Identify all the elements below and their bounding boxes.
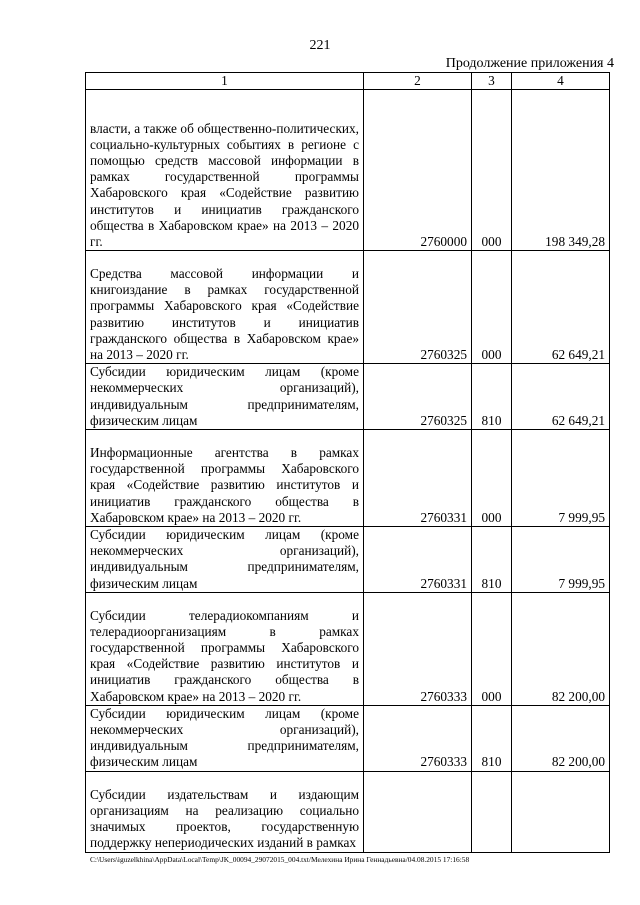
header-col-3: 3: [472, 73, 512, 90]
row-amount: 7 999,95: [512, 430, 610, 527]
row-type: 810: [472, 705, 512, 771]
row-name: Информационные агентства в рамках государственной программы Хабаровского края «Содействие развитию институтов и инициатив гражданского общества в Хабаровском крае» на 2013 – 2020 гг.: [86, 430, 364, 527]
row-amount: 82 200,00: [512, 705, 610, 771]
table-row: [86, 705, 610, 771]
row-code: 2760325: [364, 251, 472, 364]
row-name: Средства массовой информации и книгоиздание в рамках государственной программы Хабаровского края «Содействие развитию институтов и инициатив гражданского общества в Хабаровском крае» на 2013 – 2020 гг.: [86, 251, 364, 364]
row-code: 2760331: [364, 430, 472, 527]
row-code: 2760325: [364, 364, 472, 430]
row-type: 000: [472, 90, 512, 251]
header-col-2: 2: [364, 73, 472, 90]
row-amount: 62 649,21: [512, 251, 610, 364]
row-code: 2760000: [364, 90, 472, 251]
row-code: [364, 771, 472, 852]
row-name: Субсидии юридическим лицам (кроме некоммерческих организаций), индивидуальным предпринимателям, физическим лицам: [86, 527, 364, 593]
row-type: 000: [472, 592, 512, 705]
table-row: [86, 251, 610, 364]
row-amount: [512, 771, 610, 852]
row-type: 000: [472, 251, 512, 364]
row-code: 2760331: [364, 527, 472, 593]
header-col-4: 4: [512, 73, 610, 90]
row-type: 810: [472, 364, 512, 430]
budget-table: [85, 72, 610, 853]
file-path-footer: C:\Users\iguzelkhina\AppData\Local\Temp\JK_00094_29072015_004.txt/Мелехина Ирина Геннадьевна/04.08.2015 17:16:58: [90, 855, 470, 864]
row-name: Субсидии издательствам и издающим организациям на реализацию социально значимых проектов, государственную поддержку непериодических изданий в рамках: [86, 771, 364, 852]
continuation-note: Продолжение приложения 4: [445, 56, 614, 71]
row-name: Субсидии юридическим лицам (кроме некоммерческих организаций), индивидуальным предпринимателям, физическим лицам: [86, 364, 364, 430]
row-type: 810: [472, 527, 512, 593]
row-amount: 7 999,95: [512, 527, 610, 593]
row-code: 2760333: [364, 705, 472, 771]
row-type: 000: [472, 430, 512, 527]
table-row: [86, 364, 610, 430]
row-name: власти, а также об общественно-политических, социально-культурных событиях в регионе с помощью средств массовой информации в рамках государственной программы Хабаровского края «Содействие развитию институтов и инициатив гражданского общества в Хабаровском крае» на 2013 – 2020 гг.: [86, 90, 364, 251]
row-amount: 62 649,21: [512, 364, 610, 430]
row-amount: 82 200,00: [512, 592, 610, 705]
table-row: [86, 527, 610, 593]
header-col-1: 1: [86, 73, 364, 90]
row-name: Субсидии телерадиокомпаниям и телерадиоорганизациям в рамках государственной программы Хабаровского края «Содействие развитию институтов и инициатив гражданского общества в Хабаровском крае» на 2013 – 2020 гг.: [86, 592, 364, 705]
page-number: 221: [309, 38, 331, 53]
row-code: 2760333: [364, 592, 472, 705]
row-name: Субсидии юридическим лицам (кроме некоммерческих организаций), индивидуальным предпринимателям, физическим лицам: [86, 705, 364, 771]
row-type: [472, 771, 512, 852]
table-row: [86, 771, 610, 852]
row-amount: 198 349,28: [512, 90, 610, 251]
header-row: [86, 73, 610, 90]
table-row: [86, 592, 610, 705]
table-row: [86, 430, 610, 527]
table-row: [86, 90, 610, 251]
